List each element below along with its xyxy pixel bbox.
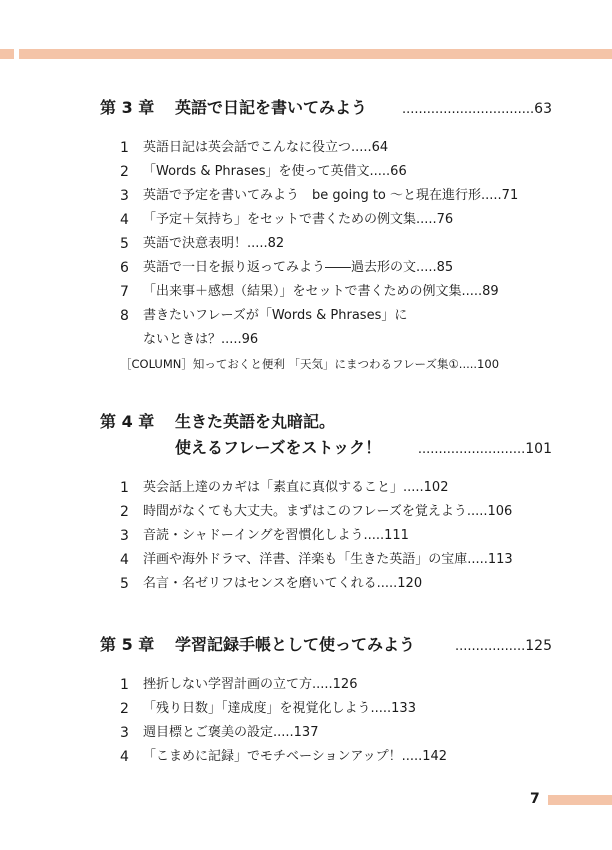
section-list — [100, 476, 552, 596]
chapter-page: 101 — [525, 441, 552, 457]
toc-item[interactable]: 3 音読・シャドーイングを習慣化しよう.....111 — [120, 528, 409, 544]
chapter-label: 第 5 章 — [100, 635, 155, 654]
chapter-page: 63 — [534, 101, 552, 117]
chapter-3 — [100, 97, 552, 376]
toc-item[interactable]: 5 名言・名ゼリフはセンスを磨いてくれる.....120 — [120, 576, 423, 592]
column-entry[interactable]: ［COLUMN］知っておくと便利 「天気」にまつわるフレーズ集①.....100 — [120, 357, 500, 371]
chapter-4 — [100, 411, 552, 596]
chapter-heading — [100, 411, 552, 433]
toc-item[interactable]: 3 週目標とご褒美の設定.....137 — [120, 725, 319, 741]
chapter-page: 125 — [525, 638, 552, 654]
toc-item[interactable]: 4 洋画や海外ドラマ、洋書、洋楽も「生きた英語」の宝庫.....113 — [120, 552, 513, 568]
chapter-title: 英語で日記を書いてみよう — [175, 98, 368, 117]
chapter-title-line-2: 使えるフレーズをストック！ — [175, 438, 382, 457]
chapter-label: 第 3 章 — [100, 98, 155, 117]
chapter-label: 第 4 章 — [100, 412, 155, 431]
section-list — [100, 136, 552, 376]
toc-item[interactable]: 1 英会話上達のカギは「素直に真似すること」.....102 — [120, 480, 449, 496]
chapter-heading — [100, 634, 552, 656]
toc-item[interactable]: 7 「出来事＋感想（結果）」をセットで書くための例文集.....89 — [120, 284, 499, 300]
toc-item[interactable]: 4 「こまめに記録」でモチベーションアップ！.....142 — [120, 749, 448, 765]
chapter-heading — [100, 97, 552, 119]
toc-item[interactable]: 2 「Words & Phrases」を使って英借文.....66 — [120, 164, 407, 180]
leader-dots: ................. — [455, 639, 526, 654]
toc-item[interactable]: 1 挫折しない学習計画の立て方.....126 — [120, 677, 358, 693]
toc-item[interactable]: 2 「残り日数」「達成度」を視覚化しよう.....133 — [120, 701, 416, 717]
toc-item[interactable]: 6 英語で一日を振り返ってみよう――過去形の文.....85 — [120, 260, 454, 276]
toc-item[interactable]: 5 英語で決意表明！.....82 — [120, 236, 285, 252]
chapter-5 — [100, 634, 552, 769]
chapter-title: 学習記録手帳として使ってみよう — [175, 635, 416, 654]
header-accent-small — [0, 49, 14, 59]
leader-dots: ................................ — [401, 102, 535, 117]
chapter-heading-line-2 — [100, 437, 552, 459]
toc-item-continued[interactable]: ないときは？.....96 — [143, 332, 259, 347]
chapter-title-line-1: 生きた英語を丸暗記。 — [175, 412, 336, 431]
toc-item[interactable]: 8 書きたいフレーズが「Words & Phrases」に — [120, 308, 408, 324]
toc-item[interactable]: 1 英語日記は英会話でこんなに役立つ.....64 — [120, 140, 389, 156]
section-list — [100, 673, 552, 769]
toc-item[interactable]: 3 英語で予定を書いてみよう be going to ～と現在進行形.....71 — [120, 188, 519, 204]
header-accent-band — [19, 49, 612, 59]
toc-item[interactable]: 2 時間がなくても大丈夫。まずはこのフレーズを覚えよう.....106 — [120, 504, 513, 520]
leader-dots: .......................... — [417, 442, 526, 457]
toc-item[interactable]: 4 「予定＋気持ち」をセットで書くための例文集.....76 — [120, 212, 454, 228]
footer-accent-band — [548, 795, 612, 805]
page-number: 7 — [530, 791, 540, 807]
